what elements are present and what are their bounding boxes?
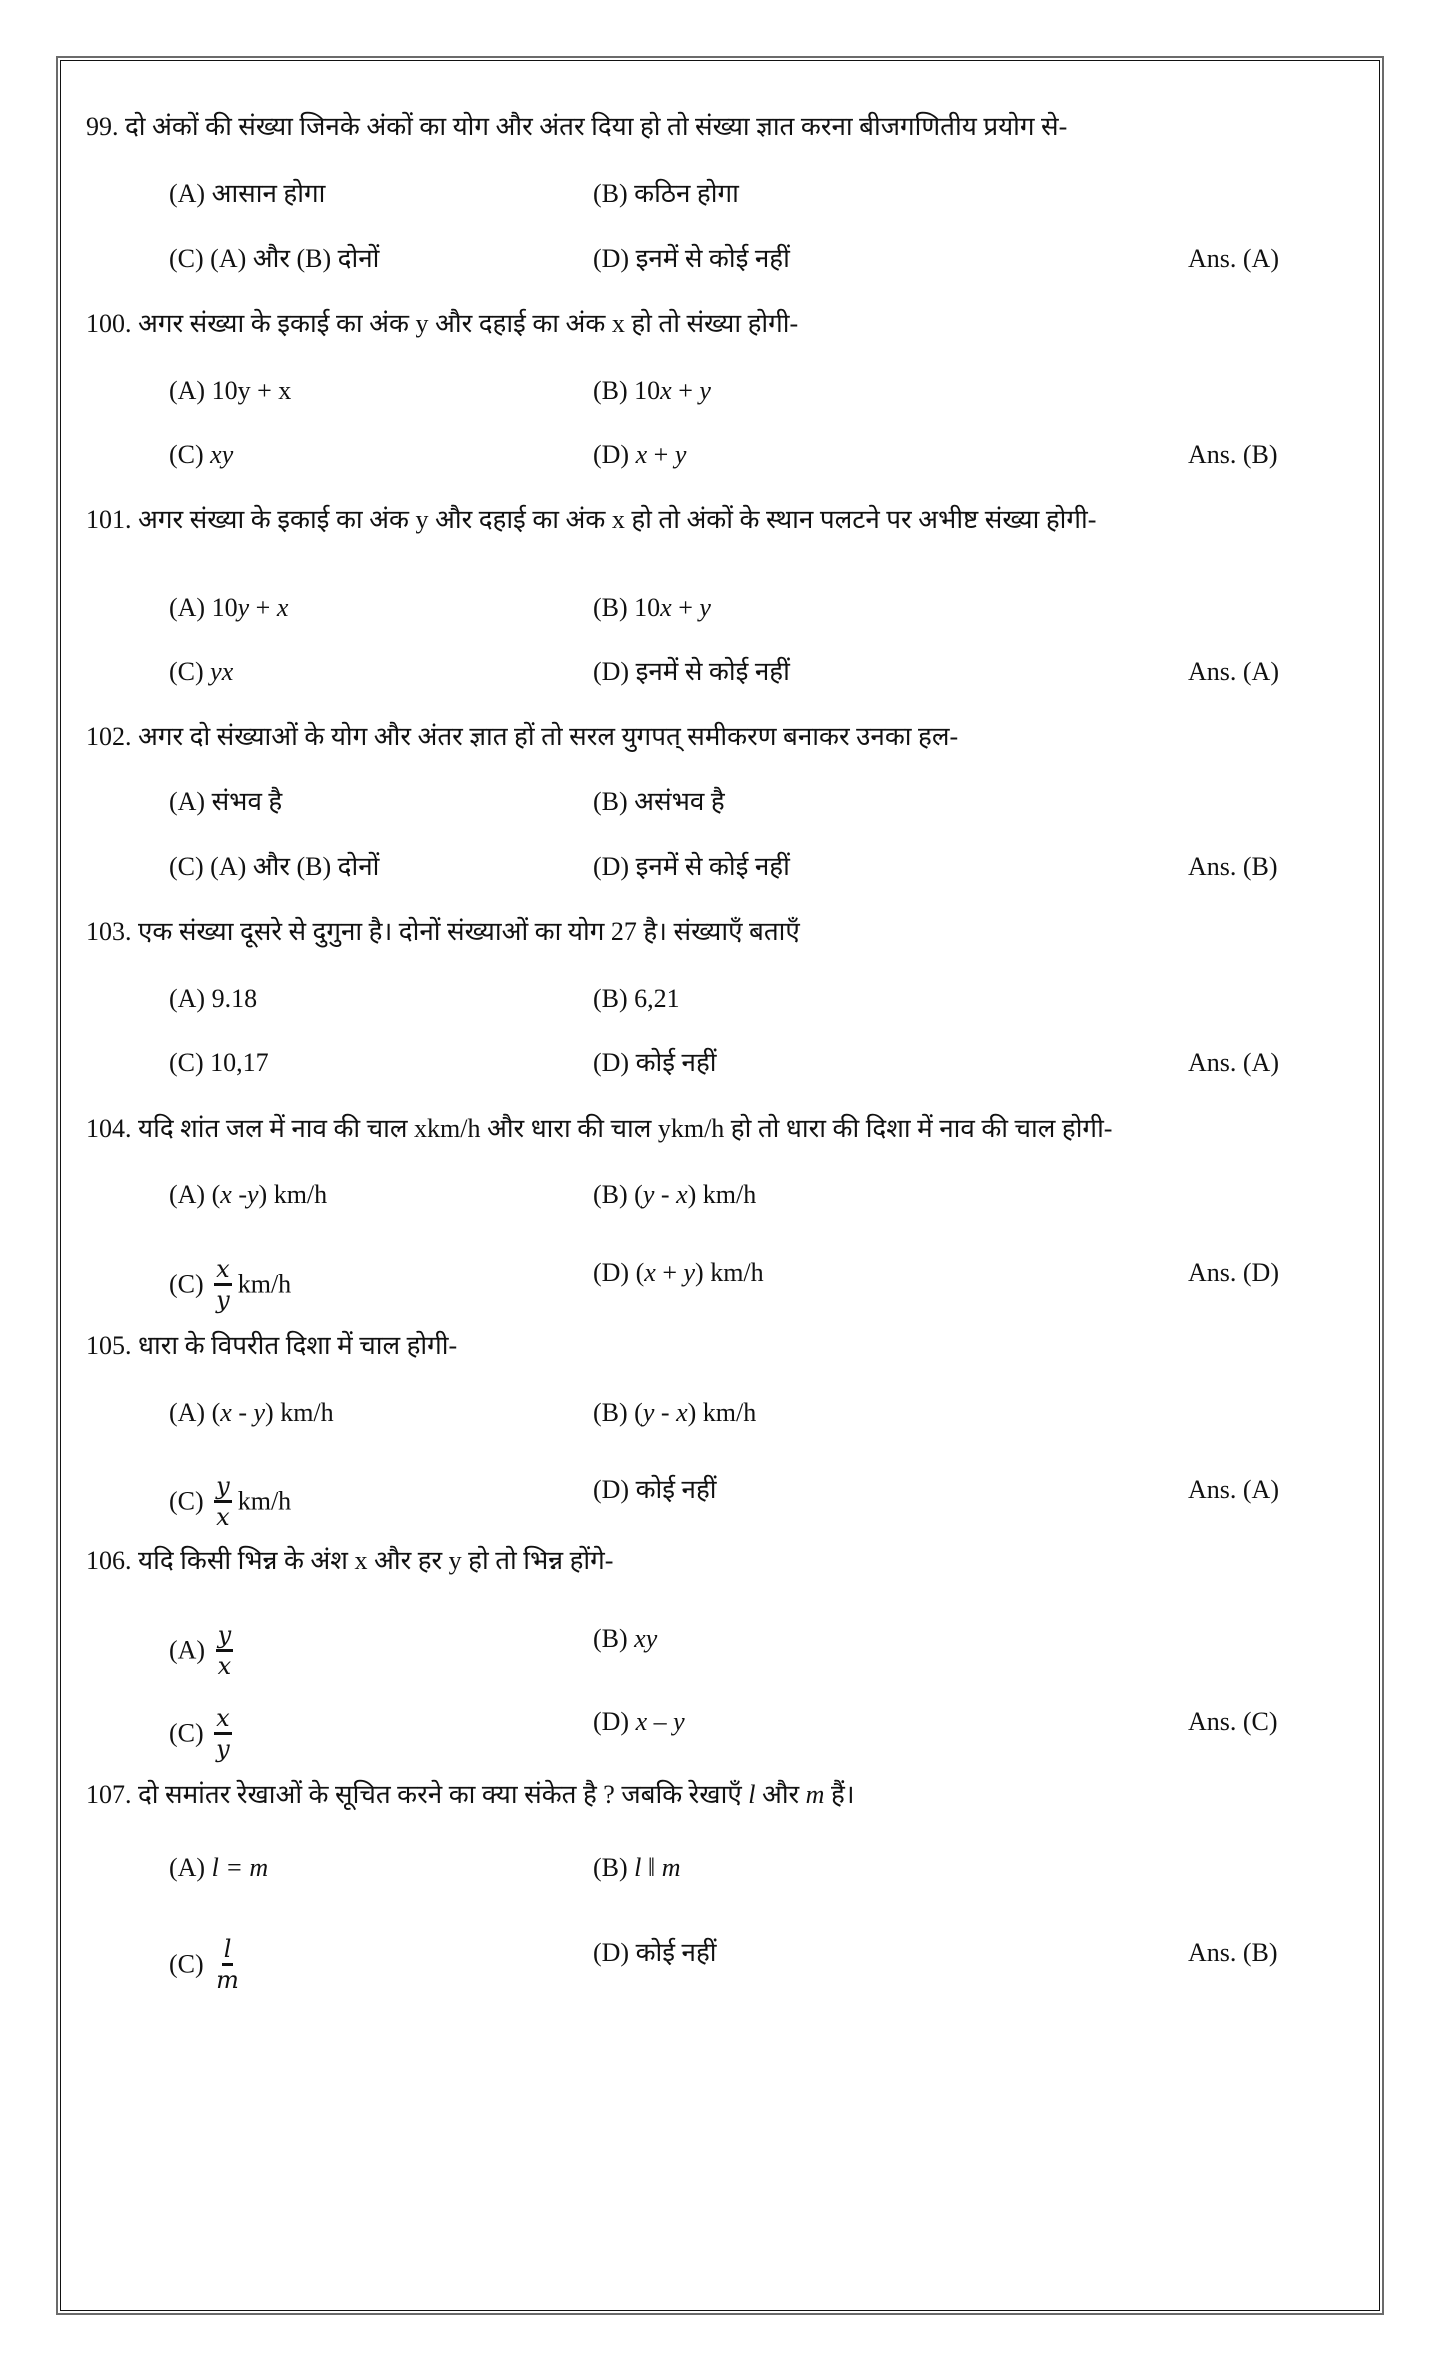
fraction bbox=[214, 1935, 241, 1994]
option-text: कोई नहीं bbox=[635, 1475, 717, 1504]
answer-text: Ans. (B) bbox=[1188, 440, 1278, 469]
option-d bbox=[593, 656, 790, 688]
option-text: (A) और (B) दोनों bbox=[210, 244, 380, 273]
option-label: (B) bbox=[593, 179, 628, 208]
question-106 bbox=[86, 1545, 613, 1577]
option-label: (A) bbox=[169, 1398, 206, 1427]
fraction-numerator: x bbox=[214, 1704, 232, 1735]
option-label: (A) bbox=[169, 1853, 206, 1882]
answer-text: Ans. (D) bbox=[1188, 1258, 1279, 1287]
option-text-part: x bbox=[660, 593, 672, 622]
option-label: (B) bbox=[593, 1398, 628, 1427]
question-text-part: अगर संख्या के इकाई का अंक bbox=[138, 309, 416, 338]
option-text-part: l = m bbox=[211, 1853, 269, 1882]
question-105 bbox=[86, 1330, 457, 1362]
option-text-part: - bbox=[231, 1398, 254, 1427]
option-c bbox=[169, 656, 233, 688]
fraction bbox=[214, 1255, 232, 1314]
option-c bbox=[169, 1047, 269, 1079]
option-label: (B) bbox=[593, 787, 628, 816]
option-c bbox=[169, 439, 233, 471]
answer-text: Ans. (C) bbox=[1188, 1707, 1278, 1736]
option-a bbox=[169, 178, 325, 210]
answer-label bbox=[1188, 1257, 1279, 1289]
question-text: यदि किसी भिन्न के अंश x और हर y हो तो भिन्न होंगे- bbox=[138, 1546, 614, 1575]
option-c bbox=[169, 1257, 291, 1316]
option-label: (C) bbox=[169, 1486, 204, 1516]
option-text-part: 10 bbox=[211, 593, 238, 622]
option-label: (B) bbox=[593, 1853, 628, 1882]
option-text-part: y bbox=[699, 376, 711, 405]
option-b bbox=[593, 592, 711, 624]
question-99 bbox=[86, 111, 1067, 143]
option-text-part: ) km/h bbox=[687, 1398, 757, 1427]
option-c bbox=[169, 243, 379, 275]
option-d bbox=[593, 1706, 685, 1738]
option-text-part: x bbox=[220, 1180, 232, 1209]
option-d bbox=[593, 1474, 717, 1506]
option-b bbox=[593, 1852, 680, 1884]
question-100 bbox=[86, 308, 798, 340]
option-text-part: x bbox=[660, 376, 672, 405]
fraction bbox=[214, 1472, 232, 1531]
option-label: (A) bbox=[169, 376, 206, 405]
fraction-denominator: x bbox=[216, 1503, 230, 1531]
option-text-part: y bbox=[674, 440, 687, 469]
option-c bbox=[169, 851, 379, 883]
option-text-part: + bbox=[671, 376, 700, 405]
question-number: 104. bbox=[86, 1114, 132, 1143]
fraction-denominator: y bbox=[216, 1286, 230, 1314]
option-label: (B) bbox=[593, 1180, 628, 1209]
option-text-part: y bbox=[642, 1180, 655, 1209]
option-text-part: ( bbox=[211, 1398, 221, 1427]
answer-text: Ans. (B) bbox=[1188, 852, 1278, 881]
option-unit: km/h bbox=[237, 1269, 292, 1299]
question-number: 107. bbox=[86, 1780, 132, 1809]
question-text-part: हैं। bbox=[824, 1780, 855, 1809]
option-text-part: x bbox=[635, 440, 648, 469]
answer-label bbox=[1188, 851, 1278, 883]
option-text-part: - bbox=[654, 1180, 677, 1209]
question-text: दो अंकों की संख्या जिनके अंकों का योग और अंतर दिया हो तो संख्या ज्ञात करना बीजगणितीय प्रयोग से- bbox=[125, 112, 1068, 141]
option-label: (D) bbox=[593, 244, 630, 273]
question-text-part: दो समांतर रेखाओं के सूचित करने का क्या संकेत है ? जबकि रेखाएँ bbox=[138, 1780, 749, 1809]
option-c bbox=[169, 1937, 247, 1996]
question-107 bbox=[86, 1779, 855, 1811]
option-text-part: y bbox=[683, 1258, 696, 1287]
question-text-part: y bbox=[415, 309, 429, 338]
option-d bbox=[593, 1937, 717, 1969]
option-text-part: ) km/h bbox=[695, 1258, 764, 1287]
answer-label bbox=[1188, 1474, 1279, 1506]
option-text: 9.18 bbox=[211, 984, 258, 1013]
option-text: 10y + x bbox=[211, 376, 292, 405]
question-text-part: हो तो संख्या होगी- bbox=[624, 309, 799, 338]
option-a bbox=[169, 1179, 327, 1211]
question-text-part: x bbox=[611, 309, 625, 338]
option-label: (C) bbox=[169, 1949, 204, 1979]
option-text: कठिन होगा bbox=[634, 179, 739, 208]
question-text: अगर संख्या के इकाई का अंक y और दहाई का अंक x हो तो अंकों के स्थान पलटने पर अभीष्ट संख्या होगी- bbox=[138, 505, 1097, 534]
option-text-part: + bbox=[655, 1258, 684, 1287]
option-text-part: ( bbox=[211, 1180, 221, 1209]
answer-text: Ans. (A) bbox=[1188, 244, 1279, 273]
option-d bbox=[593, 439, 686, 471]
question-number: 105. bbox=[86, 1331, 132, 1360]
option-text-part: + bbox=[671, 593, 700, 622]
option-text-part: y bbox=[699, 593, 711, 622]
question-number: 100. bbox=[86, 309, 132, 338]
fraction-denominator: m bbox=[216, 1966, 239, 1994]
option-b bbox=[593, 983, 680, 1015]
option-text-part: x bbox=[276, 593, 289, 622]
option-label: (B) bbox=[593, 984, 628, 1013]
option-text-part: ) km/h bbox=[687, 1180, 757, 1209]
option-a bbox=[169, 983, 257, 1015]
option-a bbox=[169, 1852, 268, 1884]
option-text-part: 10 bbox=[634, 593, 661, 622]
option-text: इनमें से कोई नहीं bbox=[635, 244, 790, 273]
option-text-part: - bbox=[654, 1398, 677, 1427]
answer-label bbox=[1188, 1706, 1278, 1738]
option-text: इनमें से कोई नहीं bbox=[635, 657, 790, 686]
option-text: 6,21 bbox=[634, 984, 680, 1013]
option-text: संभव है bbox=[211, 787, 283, 816]
fraction-numerator: y bbox=[216, 1621, 234, 1652]
option-a bbox=[169, 1623, 239, 1682]
option-label: (C) bbox=[169, 244, 204, 273]
option-label: (D) bbox=[593, 1048, 630, 1077]
answer-text: Ans. (A) bbox=[1188, 1475, 1279, 1504]
question-text-part: और दहाई का अंक bbox=[428, 309, 612, 338]
option-text-part: y bbox=[253, 1398, 266, 1427]
option-b bbox=[593, 786, 725, 818]
question-number: 101. bbox=[86, 505, 132, 534]
option-a bbox=[169, 592, 288, 624]
option-a bbox=[169, 1397, 334, 1429]
question-number: 102. bbox=[86, 722, 132, 751]
option-c bbox=[169, 1706, 238, 1765]
question-number: 106. bbox=[86, 1546, 132, 1575]
question-text: एक संख्या दूसरे से दुगुना है। दोनों संख्याओं का योग 27 है। संख्याएँ बताएँ bbox=[138, 917, 800, 946]
option-label: (B) bbox=[593, 593, 628, 622]
question-number: 99. bbox=[86, 112, 119, 141]
option-text-part: ( bbox=[634, 1180, 643, 1209]
option-text-part: - bbox=[231, 1180, 247, 1209]
option-text-part: x bbox=[676, 1398, 688, 1427]
question-text: यदि शांत जल में नाव की चाल xkm/h और धारा की चाल ykm/h हो तो धारा की दिशा में नाव की चाल होगी- bbox=[138, 1114, 1113, 1143]
question-103 bbox=[86, 916, 800, 948]
question-102 bbox=[86, 721, 958, 753]
question-number: 103. bbox=[86, 917, 132, 946]
answer-label bbox=[1188, 656, 1279, 688]
option-label: (C) bbox=[169, 440, 204, 469]
option-label: (D) bbox=[593, 1475, 630, 1504]
option-label: (C) bbox=[169, 1269, 204, 1299]
option-text-part: l ǁ m bbox=[634, 1853, 681, 1882]
option-label: (C) bbox=[169, 852, 204, 881]
option-text-part: y bbox=[246, 1180, 259, 1209]
option-label: (A) bbox=[169, 593, 206, 622]
option-label: (A) bbox=[169, 787, 206, 816]
fraction-numerator: l bbox=[222, 1935, 234, 1966]
fraction-denominator: x bbox=[217, 1652, 232, 1680]
fraction bbox=[214, 1704, 232, 1763]
option-a bbox=[169, 375, 291, 407]
option-label: (B) bbox=[593, 376, 628, 405]
option-text: कोई नहीं bbox=[635, 1938, 717, 1967]
option-text-part: ( bbox=[635, 1258, 645, 1287]
answer-label bbox=[1188, 243, 1279, 275]
option-b bbox=[593, 1623, 657, 1655]
option-label: (A) bbox=[169, 1180, 206, 1209]
option-label: (A) bbox=[169, 1635, 206, 1665]
option-text-part: + bbox=[647, 440, 675, 469]
question-text-part: m bbox=[805, 1780, 825, 1809]
answer-label bbox=[1188, 1937, 1278, 1969]
option-text-part: xy bbox=[210, 440, 234, 469]
fraction-numerator: x bbox=[214, 1255, 232, 1286]
option-label: (A) bbox=[169, 984, 206, 1013]
answer-text: Ans. (A) bbox=[1188, 657, 1279, 686]
option-d bbox=[593, 851, 790, 883]
answer-text: Ans. (B) bbox=[1188, 1938, 1278, 1967]
option-a bbox=[169, 786, 282, 818]
option-label: (B) bbox=[593, 1624, 628, 1653]
answer-label bbox=[1188, 1047, 1279, 1079]
question-text: अगर दो संख्याओं के योग और अंतर ज्ञात हों तो सरल युगपत् समीकरण बनाकर उनका हल- bbox=[138, 722, 959, 751]
option-label: (D) bbox=[593, 657, 630, 686]
option-text: इनमें से कोई नहीं bbox=[635, 852, 790, 881]
option-text-part: yx bbox=[210, 657, 234, 686]
option-text-part: y bbox=[642, 1398, 655, 1427]
option-text-part: y bbox=[237, 593, 250, 622]
option-label: (C) bbox=[169, 657, 204, 686]
option-label: (D) bbox=[593, 1258, 630, 1287]
option-label: (D) bbox=[593, 1938, 630, 1967]
option-text-part: x bbox=[220, 1398, 232, 1427]
question-text: धारा के विपरीत दिशा में चाल होगी- bbox=[138, 1331, 458, 1360]
option-text-part: + bbox=[249, 593, 277, 622]
option-d bbox=[593, 1257, 764, 1289]
question-text-part: और bbox=[755, 1780, 806, 1809]
option-b bbox=[593, 1179, 756, 1211]
option-label: (C) bbox=[169, 1718, 204, 1748]
question-101 bbox=[86, 504, 1096, 536]
option-unit: km/h bbox=[237, 1486, 292, 1516]
option-text: 10,17 bbox=[210, 1048, 269, 1077]
option-text: (A) और (B) दोनों bbox=[210, 852, 380, 881]
option-text-part: x bbox=[676, 1180, 688, 1209]
answer-text: Ans. (A) bbox=[1188, 1048, 1279, 1077]
option-text-part: x – y bbox=[635, 1707, 685, 1736]
option-label: (D) bbox=[593, 1707, 630, 1736]
fraction-numerator: y bbox=[214, 1472, 232, 1503]
option-label: (C) bbox=[169, 1048, 204, 1077]
option-label: (D) bbox=[593, 440, 630, 469]
option-d bbox=[593, 243, 790, 275]
option-text: कोई नहीं bbox=[635, 1048, 717, 1077]
question-text-part: l bbox=[748, 1780, 756, 1809]
fraction-denominator: y bbox=[216, 1735, 230, 1763]
answer-label bbox=[1188, 439, 1278, 471]
option-text: असंभव है bbox=[634, 787, 725, 816]
option-text-part: x bbox=[644, 1258, 656, 1287]
option-text-part: ) km/h bbox=[258, 1180, 328, 1209]
option-label: (D) bbox=[593, 852, 630, 881]
fraction bbox=[216, 1621, 234, 1680]
option-text-part: ) km/h bbox=[265, 1398, 334, 1427]
option-d bbox=[593, 1047, 717, 1079]
option-b bbox=[593, 178, 739, 210]
option-text-part: xy bbox=[634, 1624, 658, 1653]
question-104 bbox=[86, 1113, 1112, 1145]
option-text: आसान होगा bbox=[211, 179, 326, 208]
option-c bbox=[169, 1474, 291, 1533]
option-b bbox=[593, 375, 711, 407]
option-label: (A) bbox=[169, 179, 206, 208]
option-text-part: 10 bbox=[634, 376, 661, 405]
option-text-part: ( bbox=[634, 1398, 643, 1427]
option-b bbox=[593, 1397, 756, 1429]
